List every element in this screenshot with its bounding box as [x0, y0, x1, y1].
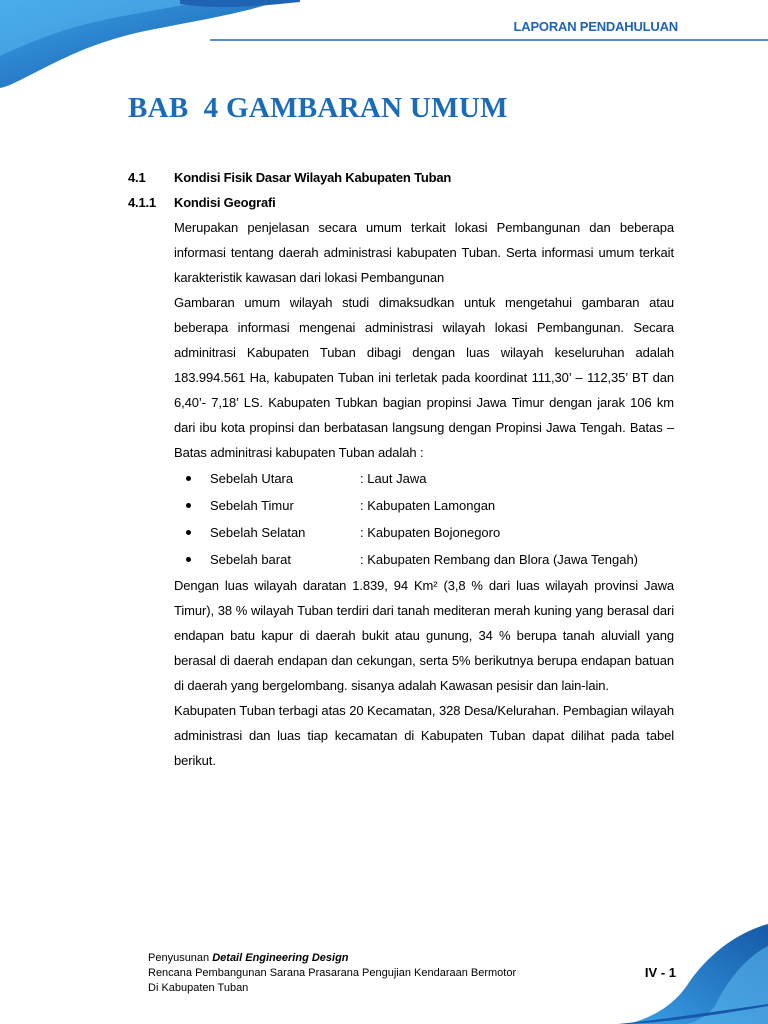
- footer-line-1: [148, 951, 516, 966]
- border-label: Sebelah barat: [210, 552, 291, 567]
- paragraph-1: Merupakan penjelasan secara umum terkait lokasi Pembangunan dan beberapa informasi tentang daerah administrasi kabupaten Tuban. Serta informasi umum terkait karakteristik kawasan dari lokasi Pembangunan: [174, 220, 674, 285]
- paragraph-2: Gambaran umum wilayah studi dimaksudkan untuk mengetahui gambaran atau beberapa informasi mengenai administrasi wilayah lokasi Pembangunan. Secara adminitrasi Kabupaten Tuban dibagi dengan luas wilayah keseluruhan adalah 183.994.561 Ha, kabupaten Tuban ini terletak pada koordinat 111,30’ – 112,35’ BT dan 6,40’- 7,18’ LS. Kabupaten Tubkan bagian propinsi Jawa Timur dengan jarak 106 km dari ibu kota propinsi dan berbatasan langsung dengan Propinsi Jawa Tengah. Batas – Batas adminitrasi kabupaten Tuban adalah :: [174, 295, 674, 460]
- footer-wave-decoration: [588, 924, 768, 1024]
- border-label: Sebelah Utara: [210, 471, 294, 486]
- bullet-icon: [186, 503, 191, 508]
- footer-italic-title: Detail Engineering Design: [212, 952, 349, 964]
- chapter-title: BAB 4 GAMBARAN UMUM: [128, 92, 508, 124]
- paragraph-4: Kabupaten Tuban terbagi atas 20 Kecamatan, 328 Desa/Kelurahan. Pembagian wilayah administrasi dan luas tiap kecamatan di Kabupaten Tuban dapat dilihat pada tabel berikut.: [174, 703, 674, 768]
- border-value: : Kabupaten Rembang dan Blora (Jawa Tengah): [360, 552, 639, 567]
- bullet-icon: [186, 476, 191, 481]
- subsection-heading: [128, 195, 276, 210]
- footer-line-2: Rencana Pembangunan Sarana Prasarana Pengujian Kendaraan Bermotor: [148, 967, 517, 979]
- header-label: LAPORAN PENDAHULUAN: [513, 19, 678, 34]
- bullet-icon: [186, 530, 191, 535]
- border-value: : Kabupaten Bojonegoro: [360, 525, 501, 540]
- footer: [148, 951, 516, 996]
- list-item: [174, 466, 674, 493]
- subsection-number: 4.1.1: [128, 195, 156, 210]
- header-wave-decoration: [0, 0, 300, 90]
- footer-prefix: Penyusunan: [148, 952, 213, 964]
- paragraph-3: Dengan luas wilayah daratan 1.839, 94 Km² (3,8 % dari luas wilayah provinsi Jawa Timur), 38 % wilayah Tuban terdiri dari tanah mediteran merah kuning yang berasal dari endapan batu kapur di daerah bukit atau gunung, 34 % berupa tanah aluviall yang berasal di daerah endapan dan cekungan, serta 5% berikutnya berupa endapan batuan di daerah yang bergelombang. sisanya adalah Kawasan pesisir dan lain-lain.: [174, 578, 674, 693]
- border-value: : Laut Jawa: [360, 471, 427, 486]
- section-title: Kondisi Fisik Dasar Wilayah Kabupaten Tuban: [174, 170, 452, 185]
- border-value: : Kabupaten Lamongan: [360, 498, 496, 513]
- border-list: [174, 466, 674, 574]
- subsection-title: Kondisi Geografi: [174, 195, 276, 210]
- footer-line-3: Di Kabupaten Tuban: [148, 982, 249, 994]
- border-label: Sebelah Timur: [210, 498, 294, 513]
- section-number: 4.1: [128, 170, 146, 185]
- header-rule: [210, 39, 768, 41]
- list-item: [174, 547, 674, 574]
- bullet-icon: [186, 557, 191, 562]
- section-heading: [128, 170, 451, 185]
- page-number: IV - 1: [644, 965, 676, 980]
- list-item: [174, 493, 674, 520]
- list-item: [174, 520, 674, 547]
- border-label: Sebelah Selatan: [210, 525, 306, 540]
